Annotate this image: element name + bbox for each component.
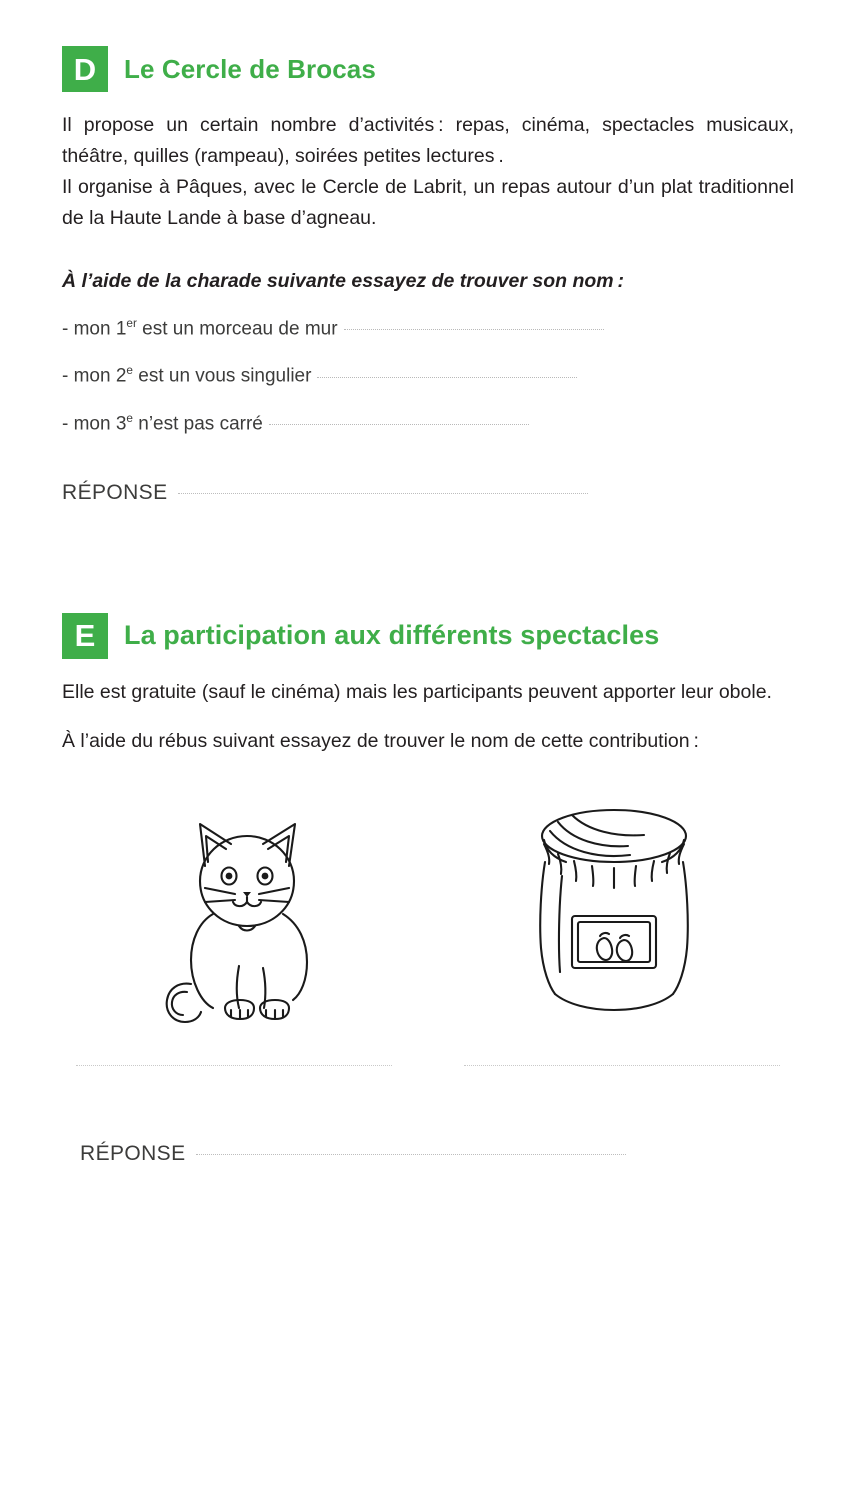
charade-line: [62, 402, 794, 441]
rebus-answer-rule-1[interactable]: [76, 1065, 392, 1066]
reponse-row-d: [62, 481, 794, 505]
charade-ordinal-suffix: er: [126, 317, 137, 330]
jam-jar-drawing: [514, 796, 714, 1026]
section-title-d: Le Cercle de Brocas: [124, 53, 376, 84]
section-letter-badge-e: E: [62, 613, 108, 659]
charade-line: [62, 307, 794, 346]
rebus-answer-rules: [62, 1065, 794, 1066]
charade-ordinal-suffix: e: [126, 364, 133, 378]
section-e-paragraph-2: À l’aide du rébus suivant essayez de trouver le nom de cette contribution :: [62, 729, 699, 752]
rebus-item-jam-jar: [514, 796, 714, 1031]
charade-line-text: - mon 1er est un morceau de mur: [62, 317, 338, 340]
charade-list: [62, 307, 794, 441]
section-d-paragraph-2: Il organise à Pâques, avec le Cercle de Labrit, un repas autour d’un plat traditionnel de la Haute Lande à base d’agneau.: [62, 176, 794, 229]
charade-prompt: À l’aide de la charade suivante essayez de trouver son nom :: [62, 270, 625, 292]
rebus-item-cat: [143, 796, 353, 1031]
section-d-header: [62, 46, 794, 92]
reponse-row-e: [62, 1142, 794, 1166]
rebus-images: [62, 801, 794, 1031]
section-e: [62, 613, 794, 1166]
section-e-paragraph-1: Elle est gratuite (sauf le cinéma) mais les participants peuvent apporter leur obole.: [62, 680, 772, 703]
section-d-paragraph-1: Il propose un certain nombre d’activités : repas, cinéma, spectacles musicaux, théâtre, quilles (rampeau), soirées petites lectures .: [62, 114, 794, 167]
section-d: [62, 0, 794, 505]
charade-line-text: - mon 3e n’est pas carré: [62, 411, 263, 434]
charade-line: [62, 354, 794, 393]
reponse-label: RÉPONSE: [62, 480, 168, 504]
charade-line-text: - mon 2e est un vous singulier: [62, 364, 312, 387]
section-e-header: [62, 613, 794, 659]
reponse-answer-rule[interactable]: [196, 1154, 626, 1155]
charade-answer-rule[interactable]: [344, 329, 604, 330]
charade-answer-rule[interactable]: [269, 424, 529, 425]
reponse-label: RÉPONSE: [80, 1141, 186, 1165]
section-letter-badge-d: D: [62, 46, 108, 92]
reponse-answer-rule[interactable]: [178, 493, 588, 494]
cat-drawing: [143, 796, 353, 1026]
rebus-answer-rule-2[interactable]: [464, 1065, 780, 1066]
section-title-e: La participation aux différents spectacles: [124, 620, 660, 651]
charade-answer-rule[interactable]: [317, 377, 577, 378]
charade-ordinal-suffix: e: [126, 411, 133, 425]
